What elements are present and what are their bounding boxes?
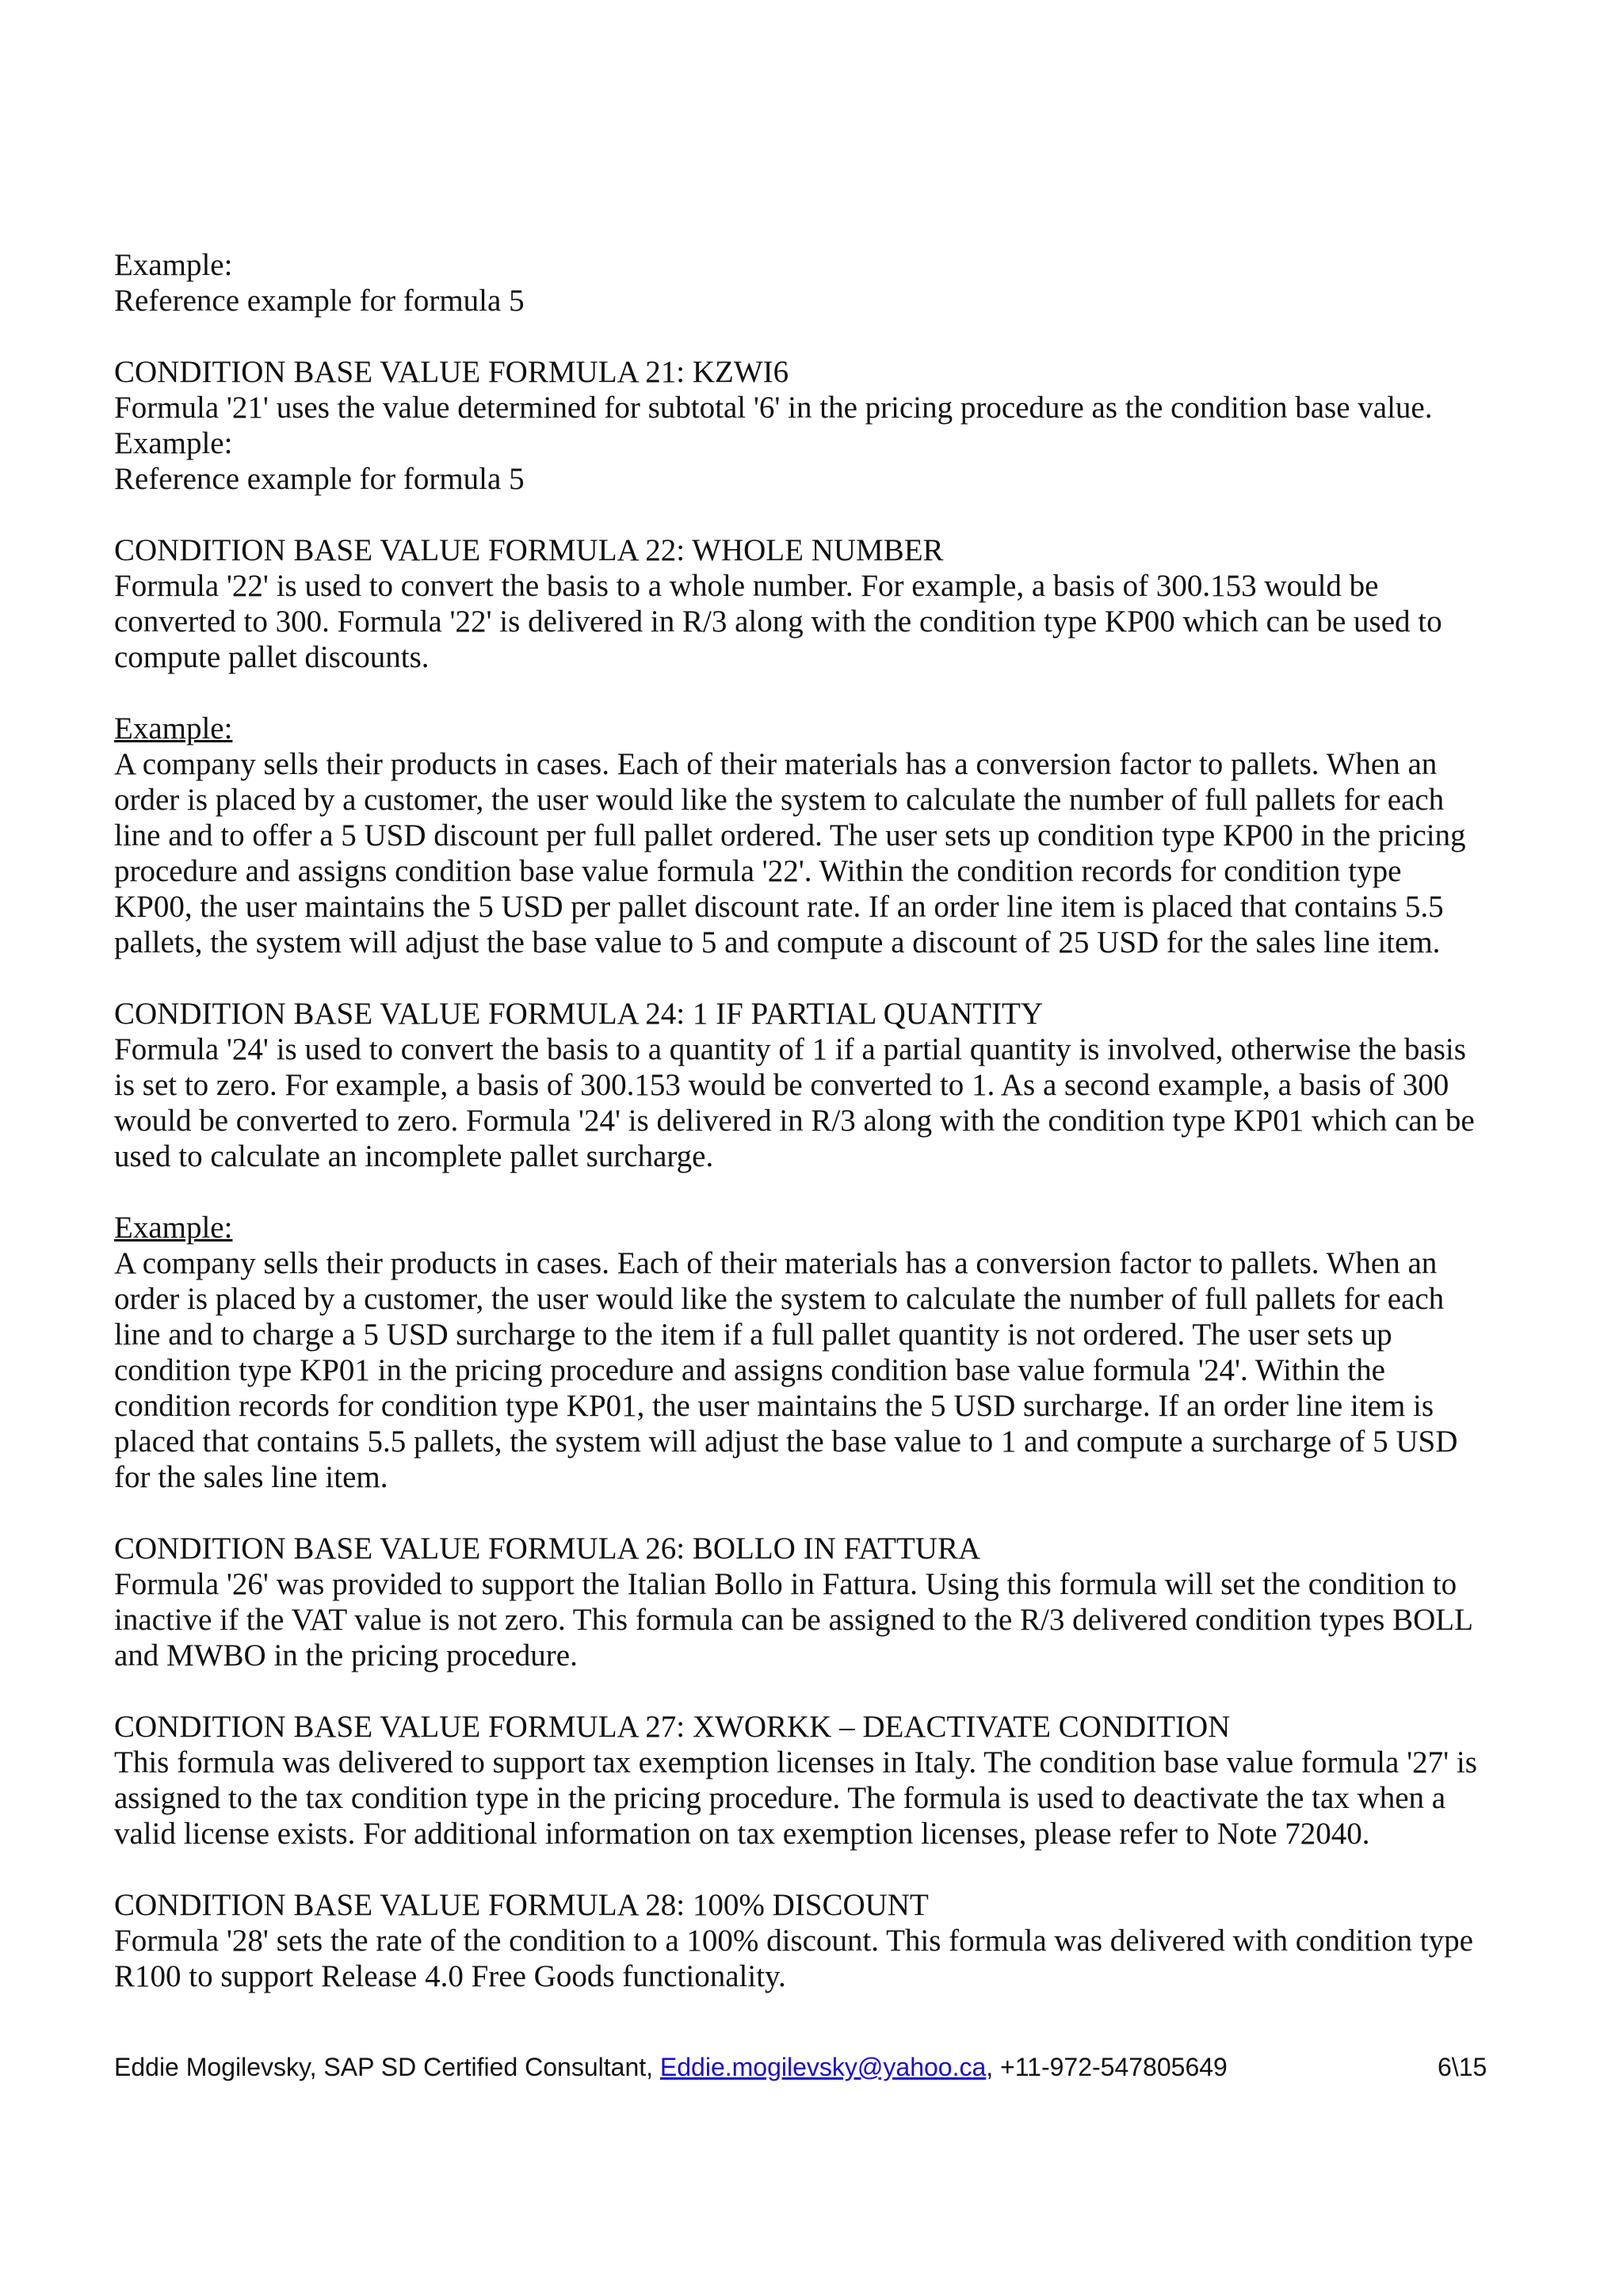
body-line: This formula was delivered to support tax exemption licenses in Italy. The condition base value formula '27' is: [114, 1745, 1477, 1779]
body-line: condition records for condition type KP01, the user maintains the 5 USD surcharge. If an order line item is: [114, 1389, 1434, 1423]
body-line: would be converted to zero. Formula '24' is delivered in R/3 along with the condition type KP01 which can be: [114, 1104, 1475, 1138]
block-spacer: [114, 318, 1541, 354]
body-line: line and to charge a 5 USD surcharge to the item if a full pallet quantity is not ordered. The user sets up: [114, 1318, 1392, 1352]
block-heading: CONDITION BASE VALUE FORMULA 28: 100% DISCOUNT: [114, 1888, 929, 1922]
body-line: Formula '28' sets the rate of the condition to a 100% discount. This formula was delivered with condition type: [114, 1924, 1473, 1958]
footer-author: Eddie Mogilevsky, SAP SD Certified Consultant,: [114, 2053, 660, 2081]
text-block: [114, 1531, 1541, 1673]
page-footer: [114, 2051, 1501, 2083]
body-line: Formula '22' is used to convert the basis to a whole number. For example, a basis of 300.153 would be: [114, 569, 1379, 603]
body-line: condition type KP01 in the pricing procedure and assigns condition base value formula '24'. Within the: [114, 1353, 1385, 1387]
body-line: Formula '24' is used to convert the basis to a quantity of 1 if a partial quantity is involved, otherwise the basis: [114, 1032, 1466, 1066]
block-heading: CONDITION BASE VALUE FORMULA 26: BOLLO IN FATTURA: [114, 1531, 981, 1566]
body-line: order is placed by a customer, the user would like the system to calculate the number of full pallets for each: [114, 1282, 1445, 1316]
body-line: procedure and assigns condition base value formula '22'. Within the condition records for condition type: [114, 854, 1402, 888]
text-block: [114, 711, 1541, 960]
body-line: Formula '26' was provided to support the Italian Bollo in Fattura. Using this formula will set the condition to: [114, 1567, 1457, 1601]
text-block: [114, 247, 1541, 318]
text-block: [114, 354, 1541, 497]
body-line: Example:: [114, 426, 233, 460]
body-line: inactive if the VAT value is not zero. This formula can be assigned to the R/3 delivered condition types BOLL: [114, 1603, 1473, 1637]
block-heading: Example:: [114, 711, 233, 746]
footer-phone: , +11-972-547805649: [986, 2053, 1228, 2081]
block-spacer: [114, 675, 1541, 711]
block-heading: CONDITION BASE VALUE FORMULA 21: KZWI6: [114, 355, 789, 389]
block-heading: CONDITION BASE VALUE FORMULA 22: WHOLE NUMBER: [114, 533, 944, 567]
block-spacer: [114, 1852, 1541, 1887]
block-spacer: [114, 960, 1541, 996]
body-line: assigned to the tax condition type in the pricing procedure. The formula is used to deactivate the tax when a: [114, 1781, 1446, 1815]
footer-email-link[interactable]: Eddie.mogilevsky@yahoo.ca: [659, 2053, 987, 2081]
page-number: 6\15: [1438, 2053, 1487, 2081]
body-line: compute pallet discounts.: [114, 640, 430, 674]
body-line: Formula '21' uses the value determined for subtotal '6' in the pricing procedure as the condition base value.: [114, 391, 1433, 425]
body-line: Reference example for formula 5: [114, 462, 525, 496]
block-spacer: [114, 1495, 1541, 1531]
text-block: [114, 532, 1541, 675]
block-spacer: [114, 1673, 1541, 1709]
body-line: order is placed by a customer, the user would like the system to calculate the number of full pallets for each: [114, 783, 1445, 817]
block-heading: CONDITION BASE VALUE FORMULA 27: XWORKK – DEACTIVATE CONDITION: [114, 1710, 1231, 1744]
body-line: A company sells their products in cases. Each of their materials has a conversion factor to pallets. When an: [114, 747, 1438, 781]
block-heading: Example:: [114, 248, 233, 282]
block-heading: CONDITION BASE VALUE FORMULA 24: 1 IF PARTIAL QUANTITY: [114, 997, 1044, 1031]
text-block: [114, 1709, 1541, 1852]
block-spacer: [114, 1174, 1541, 1210]
text-block: [114, 1210, 1541, 1495]
body-line: pallets, the system will adjust the base value to 5 and compute a discount of 25 USD for the sales line item.: [114, 925, 1441, 959]
text-block: [114, 1887, 1541, 1994]
body-line: KP00, the user maintains the 5 USD per pallet discount rate. If an order line item is placed that contains 5.5: [114, 890, 1444, 924]
body-line: line and to offer a 5 USD discount per full pallet ordered. The user sets up condition type KP00 in the pricing: [114, 818, 1466, 852]
body-line: used to calculate an incomplete pallet surcharge.: [114, 1139, 714, 1173]
document-body: [114, 247, 1541, 1994]
body-line: A company sells their products in cases. Each of their materials has a conversion factor to pallets. When an: [114, 1246, 1438, 1280]
body-line: and MWBO in the pricing procedure.: [114, 1638, 578, 1672]
body-line: Reference example for formula 5: [114, 284, 525, 318]
text-block: [114, 996, 1541, 1174]
body-line: placed that contains 5.5 pallets, the system will adjust the base value to 1 and compute a surcharge of 5 USD: [114, 1425, 1458, 1459]
body-line: is set to zero. For example, a basis of 300.153 would be converted to 1. As a second example, a basis of 300: [114, 1068, 1449, 1102]
block-heading: Example:: [114, 1211, 233, 1245]
body-line: R100 to support Release 4.0 Free Goods functionality.: [114, 1959, 786, 1993]
body-line: valid license exists. For additional information on tax exemption licenses, please refer to Note 72040.: [114, 1817, 1370, 1851]
block-spacer: [114, 497, 1541, 532]
body-line: for the sales line item.: [114, 1460, 388, 1494]
body-line: converted to 300. Formula '22' is delivered in R/3 along with the condition type KP00 which can be used to: [114, 605, 1442, 639]
